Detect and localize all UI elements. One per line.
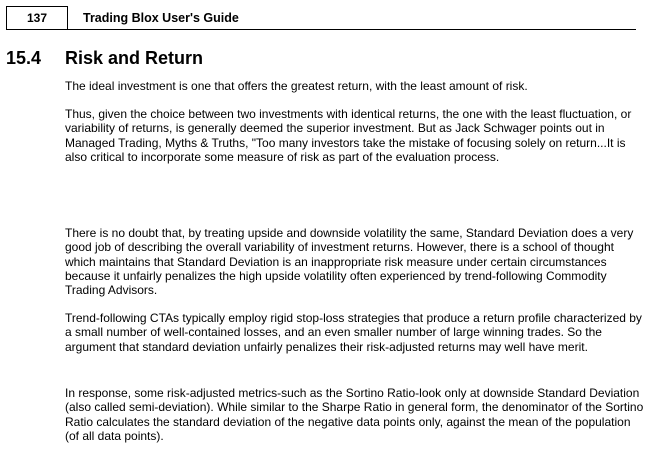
page-header	[6, 6, 636, 32]
header-divider	[68, 29, 636, 30]
body-paragraph: In response, some risk-adjusted metrics-such as the Sortino Ratio-look only at downside Standard Deviation (also called semi-deviation). While similar to the Sharpe Ratio in general form, the denominator of the Sortino Ratio calculates the standard deviation of the negative data points only, against the mean of the population (of all data points).	[65, 386, 644, 443]
section-number: 15.4	[6, 48, 42, 68]
body-paragraph: There is no doubt that, by treating upside and downside volatility the same, Standard Deviation does a very good job of describing the overall variability of investment returns. However, there is a school of thought which maintains that Standard Deviation is an inappropriate risk measure under certain circumstances because it unfairly penalizes the high upside volatility often experienced by trend-following Commodity Trading Advisors.	[65, 226, 634, 298]
body-paragraph: Thus, given the choice between two investments with identical returns, the one with the least fluctuation, or variability of returns, is generally deemed the superior investment. But as Jack Schwager points out in Managed Trading, Myths & Truths, "Too many investors take the mistake of focusing solely on return...It is also critical to incorporate some measure of risk as part of the evaluation process.	[65, 107, 632, 164]
section-title: Risk and Return	[65, 48, 204, 68]
section-heading	[6, 48, 203, 69]
guide-title: Trading Blox User's Guide	[83, 11, 239, 25]
body-paragraph: The ideal investment is one that offers the greatest return, with the least amount of risk.	[65, 79, 528, 93]
body-paragraph: Trend-following CTAs typically employ rigid stop-loss strategies that produce a return profile characterized by a small number of well-contained losses, and an even smaller number of large winning trades. So the argument that standard deviation unfairly penalizes their risk-adjusted returns may well have merit.	[65, 311, 642, 354]
page-number: 137	[6, 6, 68, 30]
